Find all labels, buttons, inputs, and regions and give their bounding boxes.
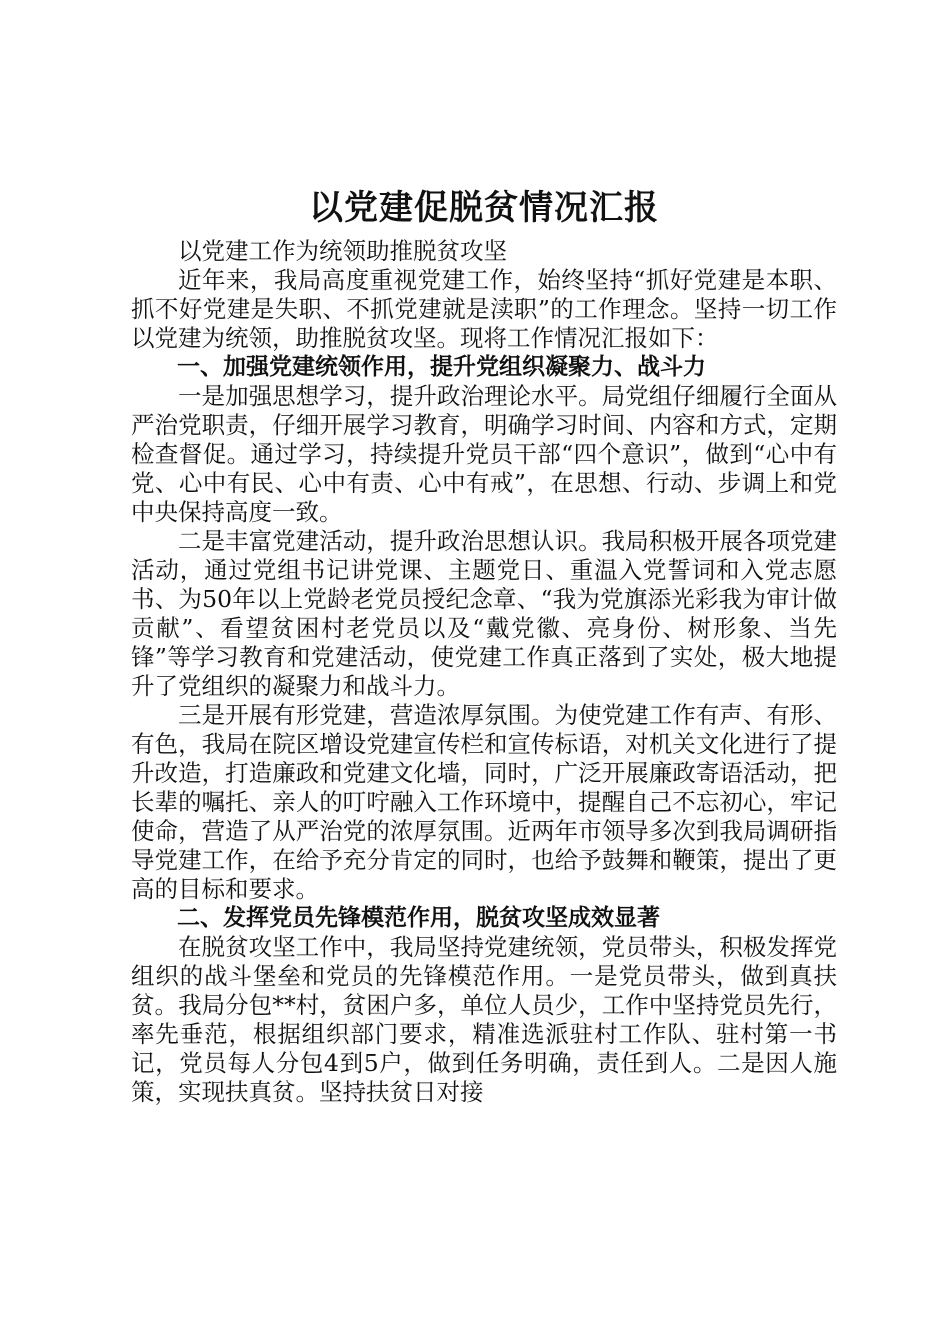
document-title: 以党建促脱贫情况汇报 (309, 188, 659, 228)
document-body (131, 181, 837, 1107)
section-1-heading: 一、加强党建统领作用，提升党组织凝聚力、战斗力 (177, 354, 706, 380)
document-subtitle: 以党建工作为统领助推脱贫攻坚 (178, 237, 507, 265)
section-1-paragraph-2: 二是丰富党建活动，提升政治思想认识。我局积极开展各项党建活动，通过党组书记讲党课、主题党日、重温入党誓词和入党志愿书、为50年以上党龄老党员授纪念章、“我为党旗添光彩我为审计做贡献”、看望贫困村老党员以及“戴党徽、亮身份、树形象、当先锋”等学习教育和党建活动，使党建工作真正落到了实处，极大地提升了党组织的凝聚力和战斗力。 (131, 527, 837, 700)
section-2-heading: 二、发挥党员先锋模范作用，脱贫攻坚成效显著 (177, 905, 660, 931)
section-1-paragraph-3: 三是开展有形党建，营造浓厚氛围。为使党建工作有声、有形、有色，我局在院区增设党建宣传栏和宣传标语，对机关文化进行了提升改造，打造廉政和党建文化墙，同时，广泛开展廉政寄语活动，把长辈的嘱托、亲人的叮咛融入工作环境中，提醒自己不忘初心，牢记使命，营造了从严治党的浓厚氛围。近两年市领导多次到我局调研指导党建工作，在给予充分肯定的同时，也给予鼓舞和鞭策，提出了更高的目标和要求。 (131, 701, 837, 903)
intro-paragraph: 近年来，我局高度重视党建工作，始终坚持“抓好党建是本职、抓不好党建是失职、不抓党建就是渎职”的工作理念。坚持一切工作以党建为统领，助推脱贫攻坚。现将工作情况汇报如下： (131, 266, 837, 352)
section-2-paragraph-1: 在脱贫攻坚工作中，我局坚持党建统领，党员带头，积极发挥党组织的战斗堡垒和党员的先锋模范作用。一是党员带头，做到真扶贫。我局分包**村，贫困户多，单位人员少，工作中坚持党员先行，率先垂范，根据组织部门要求，精准选派驻村工作队、驻村第一书记，党员每人分包4到5户，做到任务明确，责任到人。二是因人施策，实现扶真贫。坚持扶贫日对接 (131, 933, 837, 1106)
section-1-paragraph-1: 一是加强思想学习，提升政治理论水平。局党组仔细履行全面从严治党职责，仔细开展学习教育，明确学习时间、内容和方式，定期检查督促。通过学习，持续提升党员干部“四个意识”，做到“心中有党、心中有民、心中有责、心中有戒”，在思想、行动、步调上和党中央保持高度一致。 (131, 382, 837, 526)
